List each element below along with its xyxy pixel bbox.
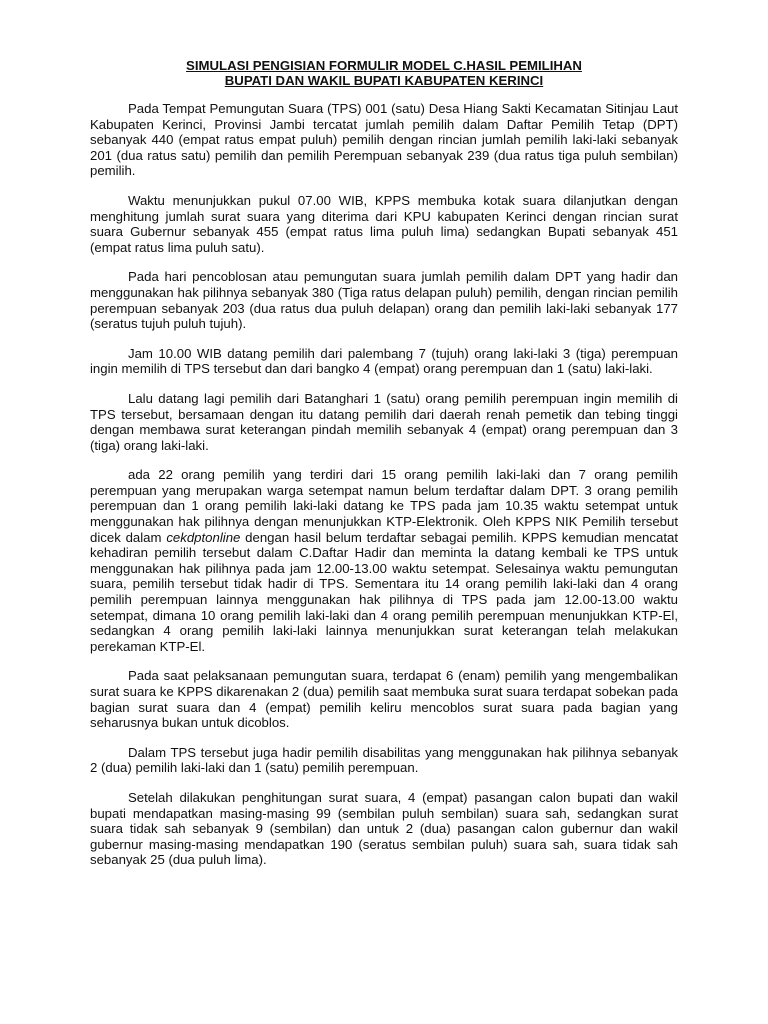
paragraph-batanghari-voters: Lalu datang lagi pemilih dari Batanghari 1 (satu) orang pemilih perempuan ingin memilih di TPS tersebut, bersamaan dengan itu datang pemilih dari daerah renah pemetik dan tebing tinggi dengan membawa surat keterangan pindah memilih sebanyak 4 (empat) orang perempuan dan 3 (tiga) orang laki-laki. [90, 390, 678, 453]
paragraph-returned-ballots: Pada saat pelaksanaan pemungutan suara, terdapat 6 (enam) pemilih yang mengembalikan surat suara ke KPPS dikarenakan 2 (dua) pemilih saat membuka surat suara terdapat sobekan pada bagian surat suara dan 4 (empat) pemilih keliru mencoblos surat suara pada bagian yang seharusnya bukan untuk dicoblos. [90, 668, 678, 731]
paragraph-ballot-opening: Waktu menunjukkan pukul 07.00 WIB, KPPS membuka kotak suara dilanjutkan dengan menghitung jumlah surat suara yang diterima dari KPU kabupaten Kerinci dengan rincian surat suara Gubernur sebanyak 455 (empat ratus lima puluh lima) sedangkan Bupati sebanyak 451 (empat ratus lima puluh satu). [90, 192, 678, 255]
title-line-2: BUPATI DAN WAKIL BUPATI KABUPATEN KERINCI [224, 73, 544, 88]
paragraph-italic-term: cekdptonline [166, 529, 241, 545]
title-line-1: SIMULASI PENGISIAN FORMULIR MODEL C.HASIL PEMILIHAN [186, 58, 582, 73]
paragraph-text-before: ada 22 orang pemilih yang terdiri dari 15 orang pemilih laki-laki dan 7 orang pemilih perempuan yang merupakan warga setempat namun belum terdaftar dalam DPT. 3 orang pemilih perempuan dan 1 orang pemilih laki-laki datang ke TPS pada jam 10.35 waktu setempat untuk menggunakan hak pilihnya dengan menunjukkan KTP-Elektronik. Oleh KPPS NIK Pemilih tersebut dicek dalam [90, 467, 678, 545]
document-title [90, 58, 678, 88]
paragraph-unregistered-voters [90, 467, 678, 654]
paragraph-text-after: dengan hasil belum terdaftar sebagai pemilih. KPPS kemudian mencatat kehadiran pemilih tersebut dalam C.Daftar Hadir dan meminta la datang kembali ke TPS untuk menggunakan hak pilihnya pada jam 12.00-13.00 waktu setempat. Selesainya waktu pemungutan suara, pemilih tersebut tidak hadir di TPS. Sementara itu 14 orang pemilih laki-laki dan 4 orang pemilih perempuan lainnya menggunakan hak pilihnya di TPS pada jam 12.00-13.00 waktu setempat, dimana 10 orang pemilih laki-laki dan 4 orang pemilih perempuan menunjukkan KTP-El, sedangkan 4 orang pemilih laki-laki lainnya menunjukkan surat keterangan telah melakukan perekaman KTP-El. [90, 529, 678, 654]
paragraph-palembang-voters: Jam 10.00 WIB datang pemilih dari palembang 7 (tujuh) orang laki-laki 3 (tiga) perempuan ingin memilih di TPS tersebut dan dari bangko 4 (empat) orang perempuan dan 1 (satu) laki-laki. [90, 345, 678, 377]
paragraph-vote-count-result: Setelah dilakukan penghitungan surat suara, 4 (empat) pasangan calon bupati dan wakil bupati mendapatkan masing-masing 99 (sembilan puluh sembilan) suara sah, sedangkan surat suara tidak sah sebanyak 9 (sembilan) dan untuk 2 (dua) pasangan calon gubernur dan wakil gubernur masing-masing mendapatkan 190 (seratus sembilan puluh) suara sah, suara tidak sah sebanyak 25 (dua puluh lima). [90, 789, 678, 868]
paragraph-tps-voter-count: Pada Tempat Pemungutan Suara (TPS) 001 (satu) Desa Hiang Sakti Kecamatan Sitinjau Laut Kabupaten Kerinci, Provinsi Jambi tercatat jumlah pemilih dalam Daftar Pemilih Tetap (DPT) sebanyak 440 (empat ratus empat puluh) pemilih dengan rincian jumlah pemilih laki-laki sebanyak 201 (dua ratus satu) pemilih dan pemilih Perempuan sebanyak 239 (dua ratus tiga puluh sembilan) pemilih. [90, 101, 678, 179]
paragraph-dpt-turnout: Pada hari pencoblosan atau pemungutan suara jumlah pemilih dalam DPT yang hadir dan menggunakan hak pilihnya sebanyak 380 (Tiga ratus delapan puluh) pemilih, dengan rincian pemilih perempuan sebanyak 203 (dua ratus dua puluh delapan) orang dan pemilih laki-laki sebanyak 177 (seratus tujuh puluh tujuh). [90, 269, 678, 332]
paragraph-disabled-voters: Dalam TPS tersebut juga hadir pemilih disabilitas yang menggunakan hak pilihnya sebanyak 2 (dua) pemilih laki-laki dan 1 (satu) pemilih perempuan. [90, 744, 678, 776]
